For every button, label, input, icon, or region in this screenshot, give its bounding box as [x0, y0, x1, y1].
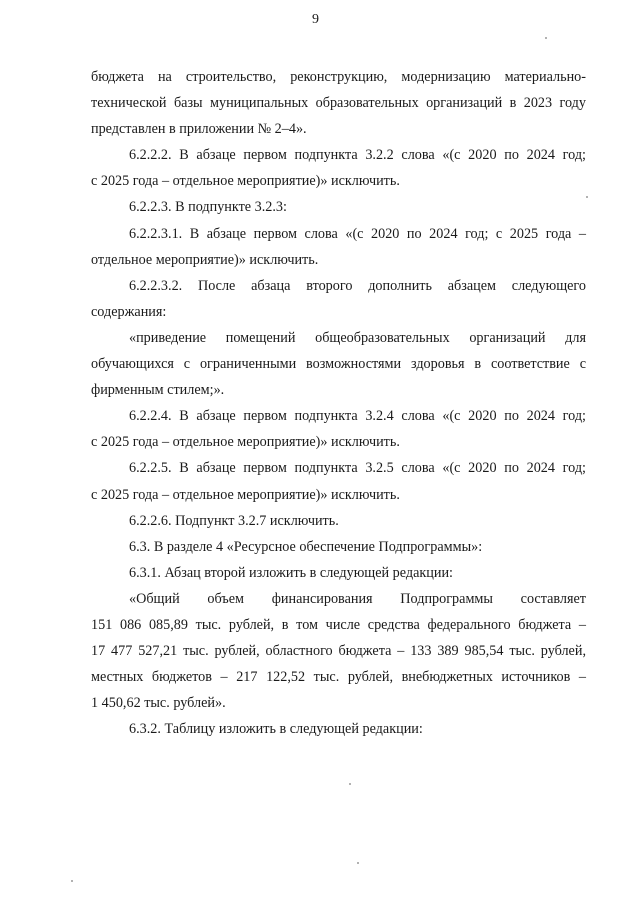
paragraph-p7 [91, 403, 586, 455]
text-line: 6.2.2.2. В абзаце первом подпункта 3.2.2 слова «(с 2020 по 2024 год; [129, 147, 586, 164]
text-line: 6.2.2.5. В абзаце первом подпункта 3.2.5 слова «(с 2020 по 2024 год; [129, 460, 586, 477]
text-line: с 2025 года – отдельное мероприятие)» исключить. [91, 486, 400, 503]
text-line: бюджета на строительство, реконструкцию, модернизацию материально- [91, 69, 586, 85]
text-line: 6.2.2.6. Подпункт 3.2.7 исключить. [129, 512, 339, 529]
text-line: 1 450,62 тыс. рублей». [91, 695, 226, 712]
scan-speck [357, 862, 359, 864]
text-line: 151 086 085,89 тыс. рублей, в том числе средства федерального бюджета – [91, 616, 586, 633]
paragraph-p11 [91, 560, 586, 586]
text-line: 6.3.1. Абзац второй изложить в следующей редакции: [129, 564, 453, 581]
paragraph-p6 [91, 325, 586, 403]
paragraph-p1 [91, 64, 586, 142]
scan-speck [71, 880, 73, 882]
text-line: 6.2.2.3.1. В абзаце первом слова «(с 2020 по 2024 год; с 2025 года – [129, 225, 586, 242]
text-line: технической базы муниципальных образовательных организаций в 2023 году [91, 95, 586, 112]
text-line: представлен в приложении № 2–4». [91, 121, 307, 138]
paragraph-p2 [91, 142, 586, 194]
paragraph-p8 [91, 455, 586, 507]
text-line: с 2025 года – отдельное мероприятие)» исключить. [91, 434, 400, 451]
document-body [91, 64, 586, 742]
paragraph-p9 [91, 508, 586, 534]
scan-speck [349, 783, 351, 785]
text-line: фирменным стилем;». [91, 382, 225, 399]
text-line: «приведение помещений общеобразовательных организаций для [129, 329, 586, 346]
text-line: 6.2.2.3.2. После абзаца второго дополнить абзацем следующего [129, 277, 586, 294]
text-line: 6.2.2.3. В подпункте 3.2.3: [129, 199, 287, 216]
paragraph-p3 [91, 194, 586, 220]
paragraph-p10 [91, 534, 586, 560]
text-line: обучающихся с ограниченными возможностями здоровья в соответствие с [91, 356, 586, 373]
page-number: 9 [312, 12, 319, 27]
paragraph-p13 [91, 716, 586, 742]
text-line: местных бюджетов – 217 122,52 тыс. рублей, внебюджетных источников – [91, 669, 586, 686]
text-line: содержания: [91, 303, 167, 320]
scan-speck [545, 37, 547, 39]
scan-speck [586, 196, 588, 198]
text-line: «Общий объем финансирования Подпрограммы составляет [129, 590, 586, 607]
text-line: 17 477 527,21 тыс. рублей, областного бюджета – 133 389 985,54 тыс. рублей, [91, 643, 586, 660]
text-line: 6.3. В разделе 4 «Ресурсное обеспечение Подпрограммы»: [129, 538, 483, 555]
paragraph-p5 [91, 273, 586, 325]
text-line: с 2025 года – отдельное мероприятие)» исключить. [91, 173, 400, 190]
text-line: 6.2.2.4. В абзаце первом подпункта 3.2.4 слова «(с 2020 по 2024 год; [129, 408, 586, 425]
text-line: 6.3.2. Таблицу изложить в следующей редакции: [129, 721, 423, 738]
text-line: отдельное мероприятие)» исключить. [91, 251, 319, 268]
paragraph-p12 [91, 586, 586, 716]
paragraph-p4 [91, 221, 586, 273]
